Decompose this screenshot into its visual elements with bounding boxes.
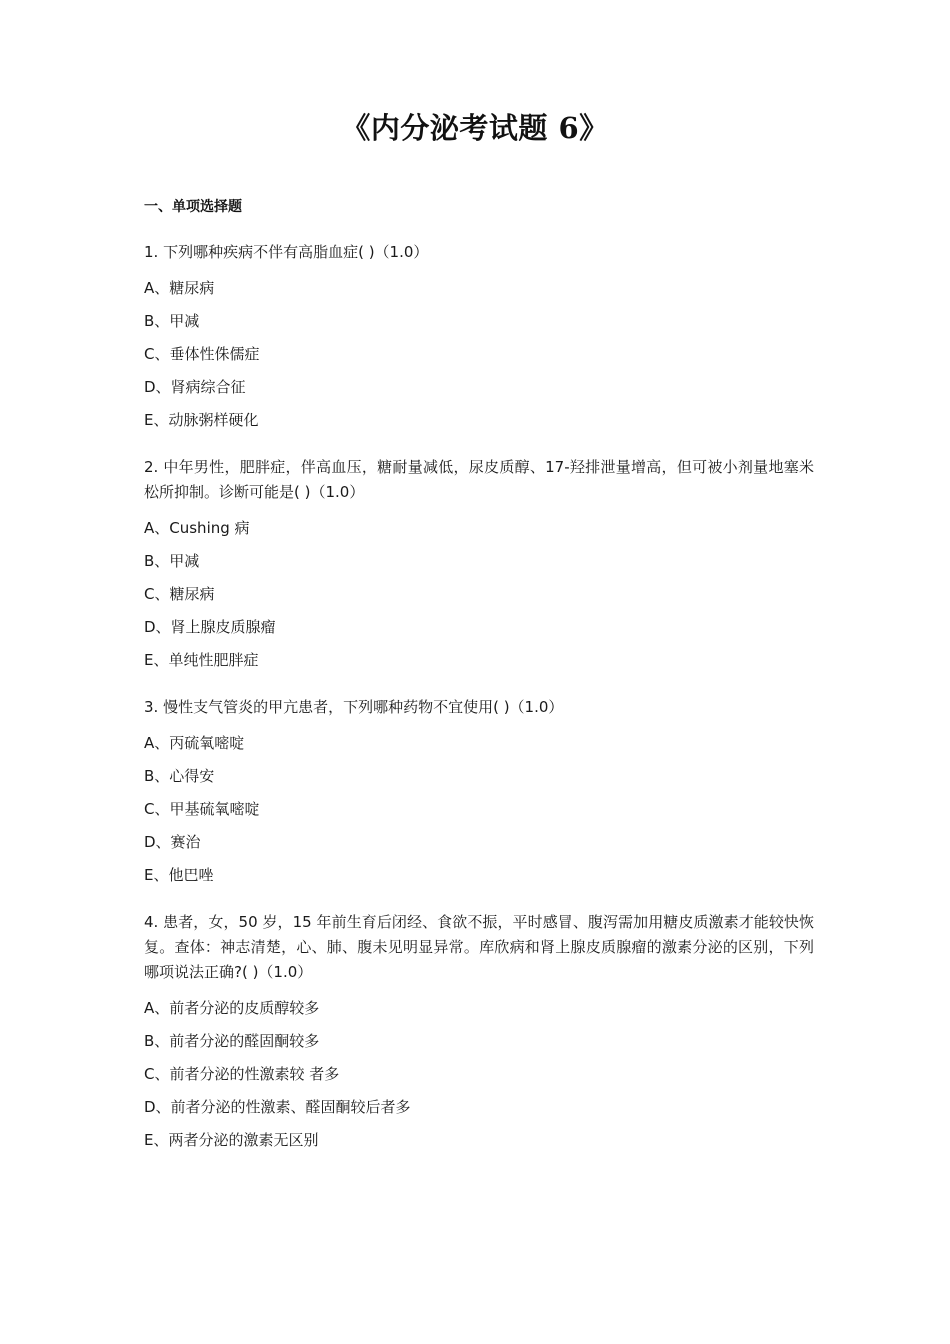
option-e: E、两者分泌的激素无区别 [144,1131,319,1149]
option-c: C、垂体性侏儒症 [144,345,260,363]
section-heading: 一、单项选择题 [144,199,242,215]
question-1 [144,240,814,437]
question-list [144,240,814,1175]
option-b: B、心得安 [144,767,215,785]
question-stem: 3. 慢性支气管炎的甲亢患者，下列哪种药物不宜使用( )（1.0） [144,698,564,716]
option-e: E、动脉粥样硬化 [144,411,259,429]
option-a: A、糖尿病 [144,279,215,297]
option-c: C、前者分泌的性激素较 者多 [144,1065,340,1083]
option-b: B、甲减 [144,552,200,570]
option-d: D、赛治 [144,833,201,851]
question-stem: 1. 下列哪种疾病不伴有高脂血症( )（1.0） [144,243,429,261]
question-stem: 2. 中年男性，肥胖症，伴高血压，糖耐量减低，尿皮质醇、17-羟排泄量增高，但可被小剂量地塞米松所抑制。诊断可能是( )（1.0） [144,458,814,501]
question-2 [144,455,814,677]
question-stem: 4. 患者，女，50 岁，15 年前生育后闭经、食欲不振，平时感冒、腹泻需加用糖皮质激素才能较快恢复。查体：神志清楚，心、肺、腹未见明显异常。库欣病和肾上腺皮质腺瘤的激素分泌的区别，下列哪项说法正确?( )（1.0） [144,913,814,981]
option-d: D、肾上腺皮质腺瘤 [144,618,276,636]
option-a: A、Cushing 病 [144,519,250,537]
option-b: B、甲减 [144,312,200,330]
option-c: C、糖尿病 [144,585,215,603]
option-a: A、前者分泌的皮质醇较多 [144,999,320,1017]
document-title: 《内分泌考试题 6》 [341,111,609,145]
option-e: E、他巴唑 [144,866,214,884]
question-3 [144,695,814,892]
option-d: D、前者分泌的性激素、醛固酮较后者多 [144,1098,411,1116]
question-4 [144,910,814,1157]
option-b: B、前者分泌的醛固酮较多 [144,1032,320,1050]
option-c: C、甲基硫氧嘧啶 [144,800,260,818]
option-e: E、单纯性肥胖症 [144,651,259,669]
option-a: A、丙硫氧嘧啶 [144,734,245,752]
option-d: D、肾病综合征 [144,378,246,396]
